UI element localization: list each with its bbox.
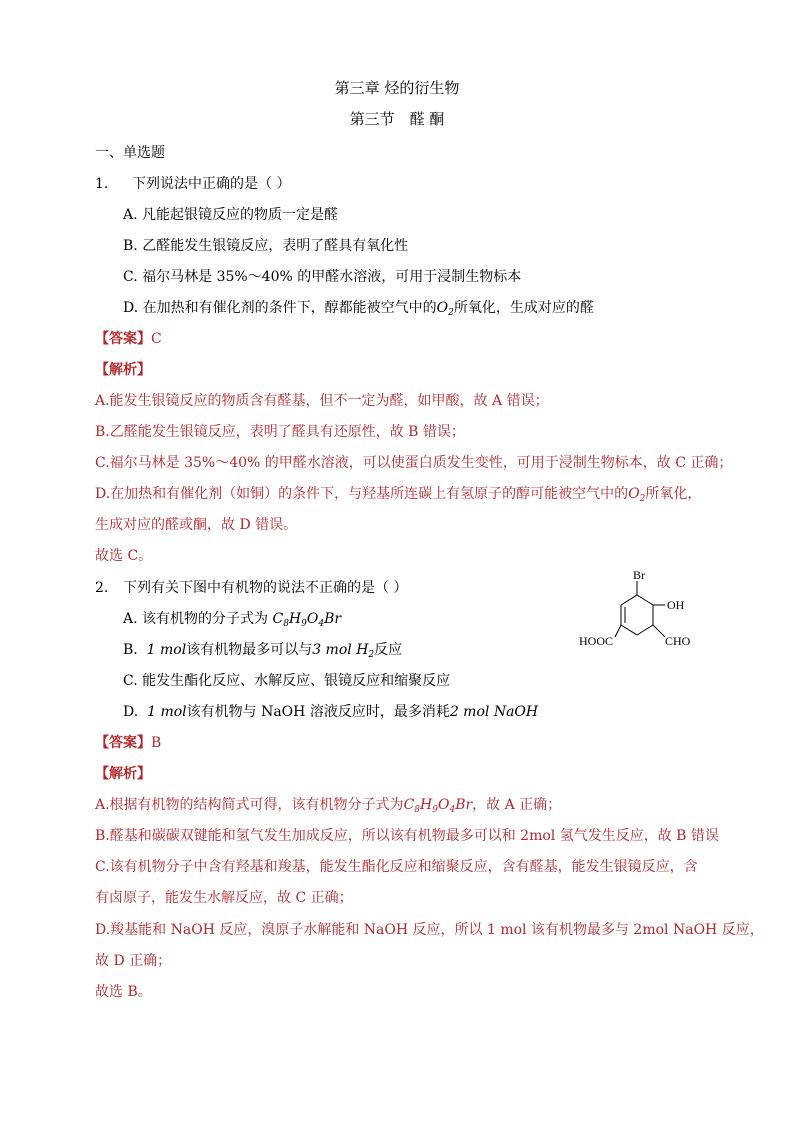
q2-conclusion: 故选 B。 (95, 984, 152, 1000)
q2-analysis-c-line2: 有卤原子，能发生水解反应，故 C 正确； (95, 890, 353, 906)
section-title: 第三节 醛 酮 (349, 110, 445, 128)
q1-analysis-d-line2: 生成对应的醛或酮，故 D 错误。 (95, 517, 298, 533)
q1-option-a: A. 凡能起银镜反应的物质一定是醛 (123, 207, 339, 223)
o2-formula: $O_2$ (436, 300, 454, 318)
q2-analysis-label: 【解析】 (95, 766, 151, 782)
molecular-formula: $C_8H_9O_4Br$ (403, 797, 473, 815)
answer-label: 【答案】 (95, 331, 151, 347)
section-label: 一、单选题 (95, 145, 165, 161)
q2-analysis-a: A.根据有机物的结构简式可得，该有机物分子式为$C_8H_9O_4Br$，故 A 正确； (95, 797, 562, 815)
h2-formula: $H_2$ (356, 642, 375, 660)
q1-conclusion: 故选 C。 (95, 548, 153, 564)
chapter-title: 第三章 烃的衍生物 (334, 79, 460, 97)
q2-stem: 下列有关下图中有机物的说法不正确的是（ ） (123, 580, 408, 596)
q1-option-d-text-1: D. 在加热和有催化剂的条件下，醇都能被空气中的 (123, 300, 437, 316)
o2-formula: $O_2$ (628, 486, 646, 504)
molecular-formula: $C_8H_9O_4Br$ (272, 611, 342, 629)
answer-value: C (151, 331, 162, 347)
q2-answer (95, 733, 161, 753)
q1-option-d-text-2: 所氧化，生成对应的醛 (453, 300, 594, 316)
structure-label-oh: OH (667, 598, 685, 612)
q2-option-d: D. 1 mol该有机物与 NaOH 溶液反应时，最多消耗2 mol NaOH (123, 704, 539, 720)
q1-answer (95, 329, 162, 349)
answer-value: B (151, 735, 162, 751)
q2-analysis-d-line1: D.羧基能和 NaOH 反应，溴原子水解能和 NaOH 反应，所以 1 mol 该有机物最多与 2mol NaOH 反应， (95, 922, 764, 938)
q2-option-a: A. 该有机物的分子式为 $C_8H_9O_4Br$ (123, 611, 342, 629)
q1-stem: 下列说法中正确的是（ ） (132, 176, 291, 192)
q2-analysis-c-line1: C.该有机物分子中含有羟基和羧基，能发生酯化反应和缩聚反应，含有醛基，能发生银镜反应，含 (95, 859, 698, 875)
structure-label-hooc: HOOC (579, 634, 614, 648)
structure-label-br: Br (633, 568, 645, 582)
q1-analysis-d-line1: D.在加热和有催化剂（如铜）的条件下，与羟基所连碳上有氢原子的醇可能被空气中的$O_2$所氧化， (95, 486, 702, 504)
q2-number: 2. (95, 580, 109, 596)
q2-analysis-d-line2: 故 D 正确； (95, 953, 172, 969)
q1-option-c: C. 福尔马林是 35%～40% 的甲醛水溶液，可用于浸制生物标本 (123, 269, 522, 285)
q1-number: 1. (95, 176, 109, 192)
q1-analysis-label: 【解析】 (95, 362, 151, 378)
q1-analysis-a: A.能发生银镜反应的物质含有醛基，但不一定为醛，如甲酸，故 A 错误； (95, 393, 549, 409)
q1-analysis-b: B.乙醛能发生银镜反应，表明了醛具有还原性，故 B 错误； (95, 424, 465, 440)
molecule-structure-diagram (575, 565, 705, 655)
q2-option-b: B. 1 mol该有机物最多可以与3 mol $H_2$反应 (123, 642, 403, 660)
q2-analysis-b: B.醛基和碳碳双键能和氢气发生加成反应，所以该有机物最多可以和 2mol 氢气发生反应，故 B 错误 (95, 828, 719, 844)
answer-label: 【答案】 (95, 735, 151, 751)
q2-option-c: C. 能发生酯化反应、水解反应、银镜反应和缩聚反应 (123, 673, 451, 689)
q1-analysis-c: C.福尔马林是 35%～40% 的甲醛水溶液，可以使蛋白质发生变性，可用于浸制生物标本，故 C 正确； (95, 455, 733, 471)
q1-option-d (123, 298, 594, 318)
structure-label-cho: CHO (665, 634, 691, 648)
q1-option-b: B. 乙醛能发生银镜反应，表明了醛具有氧化性 (123, 238, 409, 254)
